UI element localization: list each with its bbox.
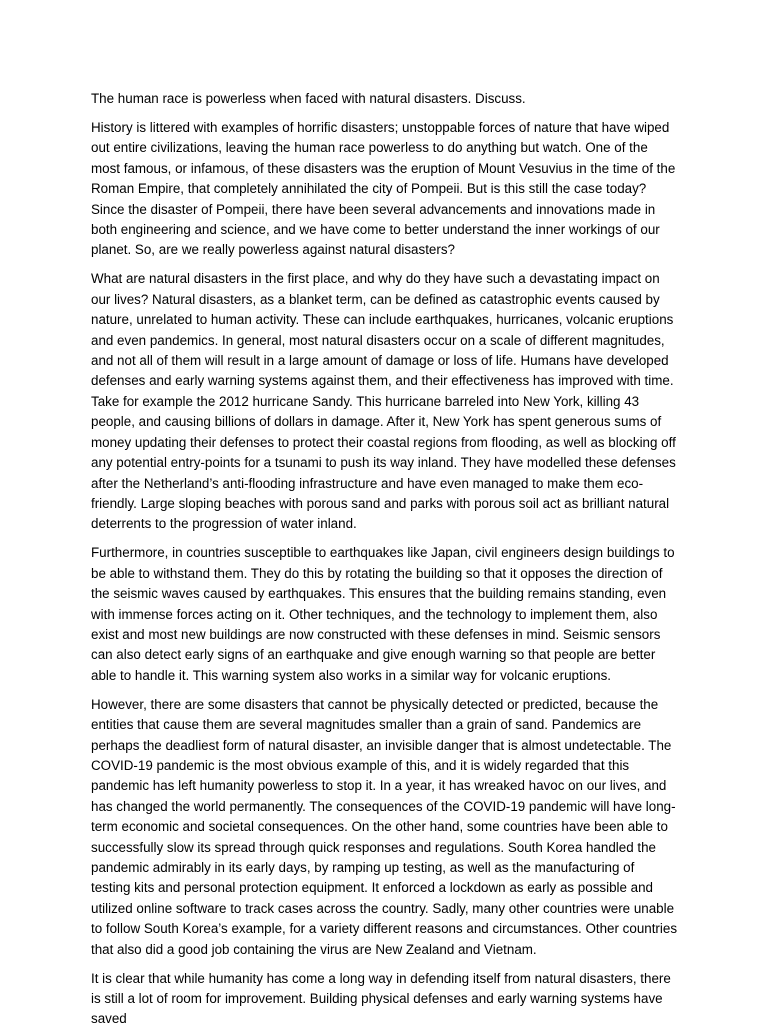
essay-prompt: The human race is powerless when faced with natural disasters. Discuss. — [91, 91, 526, 106]
paragraph-earthquakes: Furthermore, in countries susceptible to earthquakes like Japan, civil engineers design buildings to be able to withstand them. They do this by rotating the building so that it opposes the direction of the seismic waves caused by earthquakes. This ensures that the building remains standing, even with immense forces acting on it. Other techniques, and the technology to implement them, also exist and most new buildings are now constructed with these defenses in mind. Seismic sensors can also detect early signs of an earthquake and give enough warning so that people are better able to handle it. This warning system also works in a similar way for volcanic eruptions. — [91, 545, 675, 683]
paragraph-intro: History is littered with examples of horrific disasters; unstoppable forces of nature that have wiped out entire civilizations, leaving the human race powerless to do anything but watch. One of the most famous, or infamous, of these disasters was the eruption of Mount Vesuvius in the time of the Roman Empire, that completely annihilated the city of Pompeii. But is this still the case today? Since the disaster of Pompeii, there have been several advancements and innovations made in both engineering and science, and we have come to better understand the inner workings of our planet. So, are we really powerless against natural disasters? — [91, 120, 676, 258]
paragraph-definition: What are natural disasters in the first place, and why do they have such a devastating impact on our lives? Natural disasters, as a blanket term, can be defined as catastrophic events caused by nature, unrelated to human activity. These can include earthquakes, hurricanes, volcanic eruptions and even pandemics. In general, most natural disasters occur on a scale of different magnitudes, and not all of them will result in a large amount of damage or loss of life. Humans have developed defenses and early warning systems against them, and their effectiveness has improved with time. Take for example the 2012 hurricane Sandy. This hurricane barreled into New York, killing 43 people, and causing billions of dollars in damage. After it, New York has spent generous sums of money updating their defenses to protect their coastal regions from flooding, as well as blocking off any potential entry-points for a tsunami to push its way inland. They have modelled these defenses after the Netherland’s anti-flooding infrastructure and have even managed to make them eco-friendly. Large sloping beaches with porous sand and parks with porous soil act as brilliant natural deterrents to the progression of water inland. — [91, 271, 676, 532]
paragraph-pandemics: However, there are some disasters that cannot be physically detected or predicted, because the entities that cause them are several magnitudes smaller than a grain of sand. Pandemics are perhaps the deadliest form of natural disaster, an invisible danger that is almost undetectable. The COVID-19 pandemic is the most obvious example of this, and it is widely regarded that this pandemic has left humanity powerless to stop it. In a year, it has wreaked havoc on our lives, and has changed the world permanently. The consequences of the COVID-19 pandemic will have long-term economic and societal consequences. On the other hand, some countries have been able to successfully slow its spread through quick responses and regulations. South Korea handled the pandemic admirably in its early days, by ramping up testing, as well as the manufacturing of testing kits and personal protection equipment. It enforced a lockdown as early as possible and utilized online software to track cases across the country. Sadly, many other countries were unable to follow South Korea’s example, for a variety different reasons and circumstances. Other countries that also did a good job containing the virus are New Zealand and Vietnam. — [91, 696, 678, 957]
paragraph-conclusion: It is clear that while humanity has come a long way in defending itself from natural disasters, there is still a lot of room for improvement. Building physical defenses and early warning systems have saved — [91, 970, 671, 1027]
